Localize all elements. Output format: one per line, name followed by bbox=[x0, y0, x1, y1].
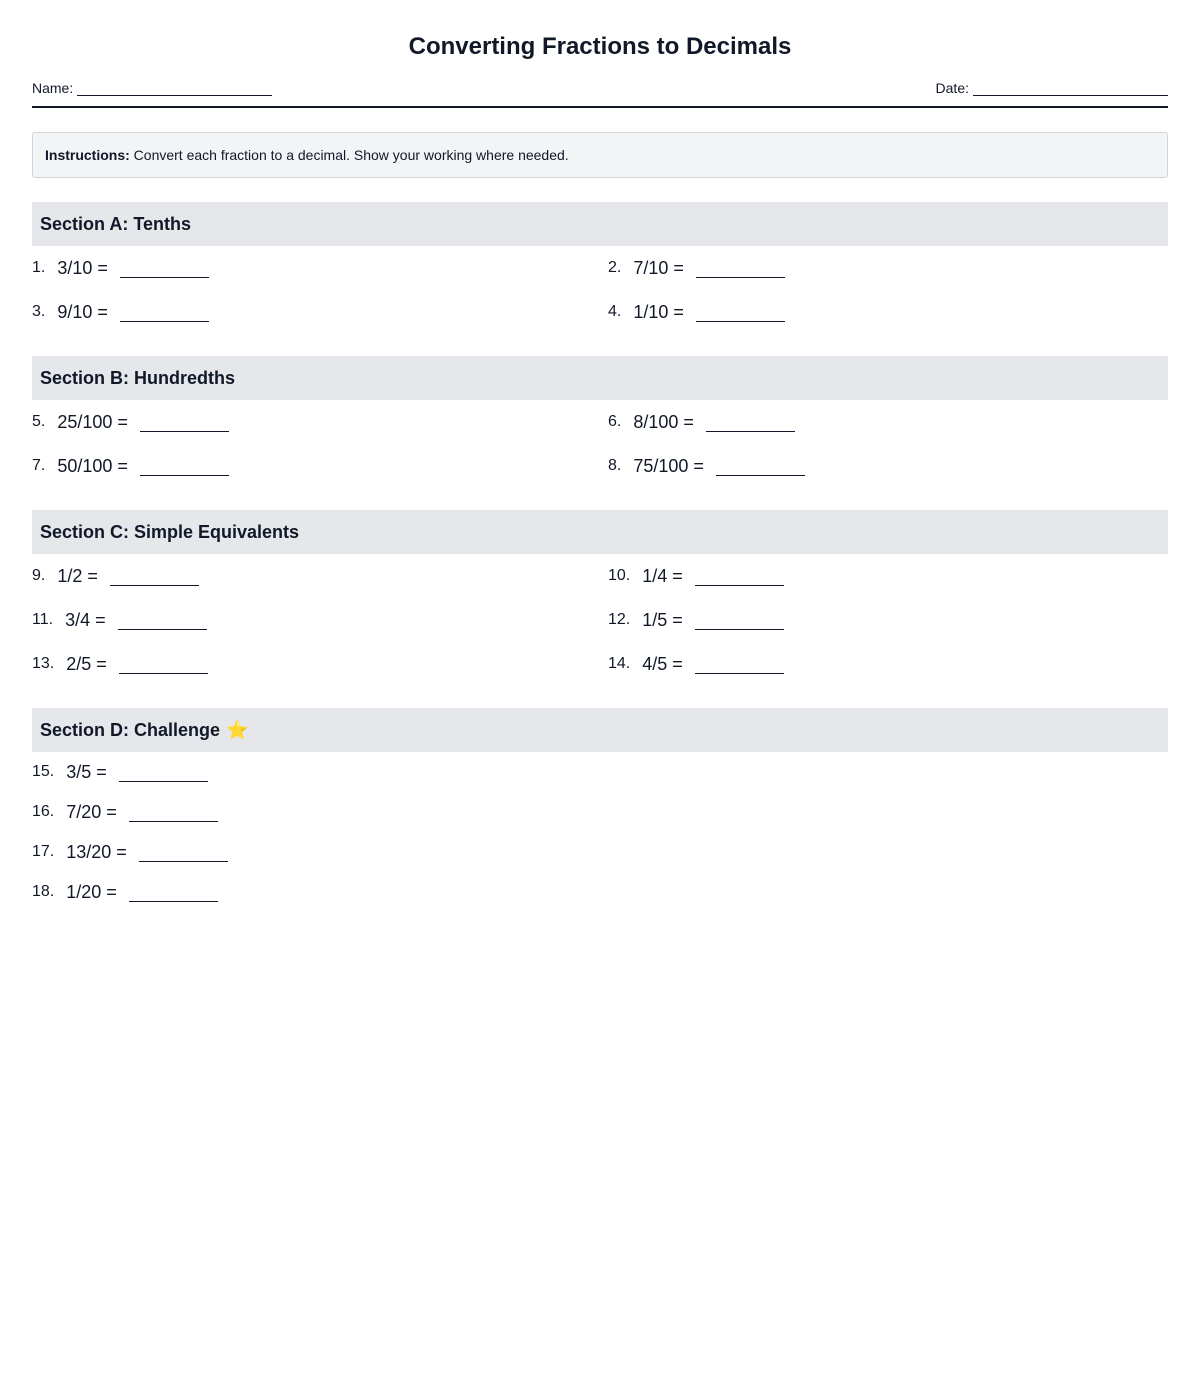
answer-blank[interactable] bbox=[140, 413, 229, 432]
worksheet bbox=[32, 0, 1168, 912]
question-expression: 4/5 = bbox=[642, 653, 683, 674]
question-number: 9. bbox=[32, 567, 46, 584]
section-header-b: Section B: Hundredths bbox=[32, 356, 1168, 400]
section-c-questions bbox=[32, 554, 1168, 686]
question-expression: 3/10 = bbox=[57, 257, 108, 278]
answer-blank[interactable] bbox=[695, 611, 784, 630]
question-expression: 7/10 = bbox=[633, 257, 684, 278]
answer-blank[interactable] bbox=[119, 655, 208, 674]
question-expression: 1/20 = bbox=[66, 881, 117, 902]
answer-blank[interactable] bbox=[140, 457, 229, 476]
question-expression: 3/5 = bbox=[66, 761, 107, 782]
section-header-d bbox=[32, 708, 1168, 752]
question-9 bbox=[32, 554, 608, 598]
section-header-a: Section A: Tenths bbox=[32, 202, 1168, 246]
section-b-questions bbox=[32, 400, 1168, 488]
question-6 bbox=[608, 400, 1168, 444]
question-15 bbox=[32, 752, 1168, 792]
question-13 bbox=[32, 642, 608, 686]
question-expression: 13/20 = bbox=[66, 841, 127, 862]
question-number: 10. bbox=[608, 567, 631, 584]
answer-blank[interactable] bbox=[695, 655, 784, 674]
question-number: 7. bbox=[32, 457, 46, 474]
question-number: 4. bbox=[608, 303, 622, 320]
question-number: 1. bbox=[32, 259, 46, 276]
answer-blank[interactable] bbox=[119, 763, 208, 782]
question-expression: 3/4 = bbox=[65, 609, 106, 630]
question-expression: 9/10 = bbox=[57, 301, 108, 322]
date-input-line[interactable] bbox=[973, 81, 1168, 96]
question-number: 18. bbox=[32, 883, 55, 900]
section-a-questions bbox=[32, 246, 1168, 334]
section-header-c: Section C: Simple Equivalents bbox=[32, 510, 1168, 554]
instructions-label: Instructions: bbox=[45, 147, 130, 163]
answer-blank[interactable] bbox=[139, 843, 228, 862]
question-number: 15. bbox=[32, 763, 55, 780]
question-18 bbox=[32, 872, 1168, 912]
answer-blank[interactable] bbox=[706, 413, 795, 432]
question-16 bbox=[32, 792, 1168, 832]
question-expression: 1/5 = bbox=[642, 609, 683, 630]
question-expression: 1/2 = bbox=[57, 565, 98, 586]
answer-blank[interactable] bbox=[120, 303, 209, 322]
date-field bbox=[936, 80, 1168, 96]
question-number: 3. bbox=[32, 303, 46, 320]
answer-blank[interactable] bbox=[120, 259, 209, 278]
answer-blank[interactable] bbox=[118, 611, 207, 630]
name-input-line[interactable] bbox=[77, 81, 272, 96]
answer-blank[interactable] bbox=[129, 803, 218, 822]
answer-blank[interactable] bbox=[716, 457, 805, 476]
question-expression: 1/10 = bbox=[633, 301, 684, 322]
section-title: Section D: Challenge bbox=[40, 720, 221, 740]
question-14 bbox=[608, 642, 1168, 686]
question-expression: 8/100 = bbox=[633, 411, 694, 432]
answer-blank[interactable] bbox=[696, 303, 785, 322]
question-5 bbox=[32, 400, 608, 444]
question-1 bbox=[32, 246, 608, 290]
question-number: 8. bbox=[608, 457, 622, 474]
question-number: 11. bbox=[32, 611, 54, 628]
question-number: 16. bbox=[32, 803, 55, 820]
answer-blank[interactable] bbox=[696, 259, 785, 278]
question-7 bbox=[32, 444, 608, 488]
question-8 bbox=[608, 444, 1168, 488]
date-label: Date: bbox=[935, 80, 969, 96]
page-title: Converting Fractions to Decimals bbox=[408, 33, 792, 60]
question-expression: 2/5 = bbox=[66, 653, 107, 674]
question-number: 12. bbox=[608, 611, 631, 628]
name-field bbox=[32, 80, 272, 96]
question-number: 2. bbox=[608, 259, 622, 276]
section-d-questions bbox=[32, 752, 1168, 912]
student-info-row bbox=[32, 80, 1168, 108]
answer-blank[interactable] bbox=[695, 567, 784, 586]
question-17 bbox=[32, 832, 1168, 872]
question-number: 5. bbox=[32, 413, 46, 430]
question-expression: 50/100 = bbox=[57, 455, 128, 476]
question-4 bbox=[608, 290, 1168, 334]
name-label: Name: bbox=[32, 80, 74, 96]
question-number: 6. bbox=[608, 413, 622, 430]
instructions-box bbox=[32, 132, 1168, 178]
instructions-text: Convert each fraction to a decimal. Show your working where needed. bbox=[133, 147, 569, 163]
question-11 bbox=[32, 598, 608, 642]
answer-blank[interactable] bbox=[110, 567, 199, 586]
star-icon: ⭐ bbox=[226, 720, 249, 740]
question-3 bbox=[32, 290, 608, 334]
answer-blank[interactable] bbox=[129, 883, 218, 902]
question-expression: 75/100 = bbox=[633, 455, 704, 476]
question-10 bbox=[608, 554, 1168, 598]
question-number: 13. bbox=[32, 655, 55, 672]
question-12 bbox=[608, 598, 1168, 642]
question-expression: 25/100 = bbox=[57, 411, 128, 432]
question-expression: 1/4 = bbox=[642, 565, 683, 586]
question-expression: 7/20 = bbox=[66, 801, 117, 822]
question-2 bbox=[608, 246, 1168, 290]
question-number: 14. bbox=[608, 655, 631, 672]
question-number: 17. bbox=[32, 843, 55, 860]
